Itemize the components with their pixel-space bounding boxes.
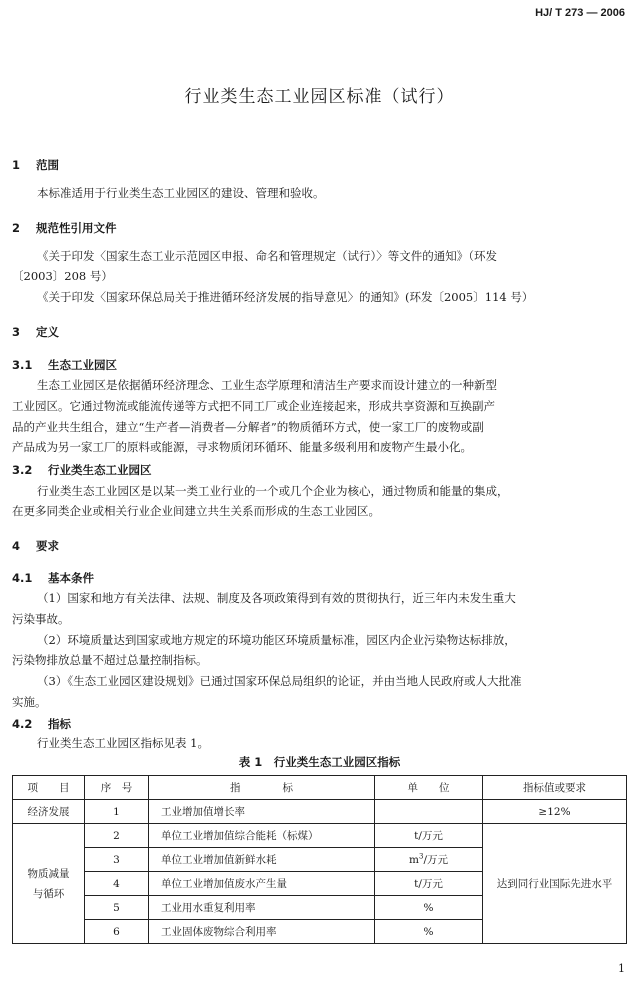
section-number: 4.2 <box>12 717 33 731</box>
cell-seq: 4 <box>85 872 149 896</box>
section-3-2-heading <box>12 462 152 478</box>
cell-seq: 5 <box>85 896 149 920</box>
standard-code: HJ/ T 273 — 2006 <box>535 7 625 19</box>
section-3-1-line-3: 品的产业共生组合，建立“生产者—消费者—分解者”的物质循环方式，使一家工厂的废物或副 <box>12 420 484 434</box>
text-line: （1）国家和地方有关法律、法规、制度及各项政策得到有效的贯彻执行，近三年内未发生重大 <box>37 591 516 605</box>
table-header-row <box>13 776 627 800</box>
cell-group: 物质减量与循环 <box>13 824 85 944</box>
section-3-1-line-2: 工业园区。它通过物流或能流传递等方式把不同工厂或企业连接起来，形成共享资源和互换副产 <box>12 399 495 413</box>
section-4-1-heading <box>12 570 94 586</box>
unit-superscript: 3 <box>418 852 424 861</box>
section-title: 指标 <box>48 717 71 731</box>
section-title: 基本条件 <box>48 571 94 585</box>
section-4-heading <box>12 538 59 554</box>
cell-seq: 6 <box>85 920 149 944</box>
cell-indicator: 单位工业增加值综合能耗（标煤） <box>149 824 375 848</box>
cell-indicator: 工业固体废物综合利用率 <box>149 920 375 944</box>
cell-indicator: 单位工业增加值废水产生量 <box>149 872 375 896</box>
condition-2-line-2: 污染物排放总量不超过总量控制指标。 <box>12 653 208 667</box>
cell-unit: % <box>375 896 483 920</box>
section-title: 规范性引用文件 <box>36 221 117 235</box>
section-3-2-line-2: 在更多同类企业或相关行业企业间建立共生关系而形成的生态工业园区。 <box>12 504 380 518</box>
cell-unit <box>375 848 483 872</box>
section-title: 定义 <box>36 325 59 339</box>
indicator-table <box>12 775 627 944</box>
section-number: 4.1 <box>12 571 33 585</box>
page-title: 行业类生态工业园区标准（试行） <box>184 87 455 107</box>
cell-seq: 1 <box>85 800 149 824</box>
section-title: 要求 <box>36 539 59 553</box>
paragraph: 《关于印发〈国家生态工业示范园区申报、命名和管理规定（试行）〉等文件的通知》（环发 <box>37 249 497 263</box>
text-line: 行业类生态工业园区是以某一类工业行业的一个或几个企业为核心，通过物质和能量的集成， <box>37 484 509 498</box>
cell-indicator: 工业增加值增长率 <box>149 800 375 824</box>
reference-2 <box>12 287 624 307</box>
section-title: 生态工业园区 <box>48 358 117 372</box>
section-4-2-heading <box>12 716 71 732</box>
cell-unit: % <box>375 920 483 944</box>
page-number: 1 <box>618 962 625 975</box>
header-seq: 序 号 <box>85 776 149 800</box>
section-title: 范围 <box>36 158 59 172</box>
header-indicator: 指 标 <box>149 776 375 800</box>
section-2-heading <box>12 220 117 236</box>
text-line: （2）环境质量达到国家或地方规定的环境功能区环境质量标准，园区内企业污染物达标排放， <box>37 633 516 647</box>
cell-group: 经济发展 <box>13 800 85 824</box>
text-line: （3）《生态工业园区建设规划》已通过国家环保总局组织的论证，并由当地人民政府或人大批准 <box>37 674 522 688</box>
cell-requirement: 达到同行业国际先进水平 <box>483 824 627 944</box>
section-number: 3.2 <box>12 463 33 477</box>
cell-unit: t/万元 <box>375 824 483 848</box>
paragraph: 行业类生态工业园区指标见表 1。 <box>37 736 209 750</box>
cell-seq: 2 <box>85 824 149 848</box>
table-row <box>13 800 627 824</box>
condition-1-line-2: 污染事故。 <box>12 612 70 626</box>
section-number: 3 <box>12 325 21 339</box>
cell-seq: 3 <box>85 848 149 872</box>
reference-1-line-2: 〔2003〕208 号） <box>12 269 113 283</box>
header-unit: 单 位 <box>375 776 483 800</box>
reference-1-line-1 <box>12 246 624 266</box>
header-requirement: 指标值或要求 <box>483 776 627 800</box>
cell-unit: t/万元 <box>375 872 483 896</box>
condition-2-line-1 <box>12 630 624 650</box>
condition-3-line-2: 实施。 <box>12 695 47 709</box>
section-1-text <box>12 183 624 203</box>
cell-indicator: 工业用水重复利用率 <box>149 896 375 920</box>
paragraph: 本标准适用于行业类生态工业园区的建设、管理和验收。 <box>37 186 325 200</box>
section-1-heading <box>12 157 59 173</box>
header-item: 项 目 <box>13 776 85 800</box>
section-4-2-text <box>12 733 624 753</box>
cell-indicator: 单位工业增加值新鲜水耗 <box>149 848 375 872</box>
cell-unit <box>375 800 483 824</box>
section-3-1-heading <box>12 357 117 373</box>
section-title: 行业类生态工业园区 <box>48 463 152 477</box>
text-line: 生态工业园区是依据循环经济理念、工业生态学原理和清洁生产要求而设计建立的一种新型 <box>37 378 497 392</box>
section-3-heading <box>12 324 59 340</box>
section-3-1-line-4: 产品成为另一家工厂的原料或能源，寻求物质闭环循环、能量多级利用和废物产生最小化。 <box>12 440 472 454</box>
paragraph: 《关于印发〈国家环保总局关于推进循环经济发展的指导意见〉的通知》(环发〔2005〕114 号） <box>37 290 534 304</box>
table-caption: 表 1 行业类生态工业园区指标 <box>238 755 401 769</box>
condition-3-line-1 <box>12 671 624 691</box>
section-number: 1 <box>12 158 21 172</box>
section-number: 2 <box>12 221 21 235</box>
section-number: 3.1 <box>12 358 33 372</box>
cell-requirement: ≥12% <box>483 800 627 824</box>
unit-base: m <box>409 854 419 866</box>
section-number: 4 <box>12 539 21 553</box>
section-3-1-line-1 <box>12 375 624 395</box>
section-3-2-line-1 <box>12 481 624 501</box>
unit-rest: /万元 <box>423 854 448 866</box>
table-row <box>13 824 627 848</box>
condition-1-line-1 <box>12 588 624 608</box>
